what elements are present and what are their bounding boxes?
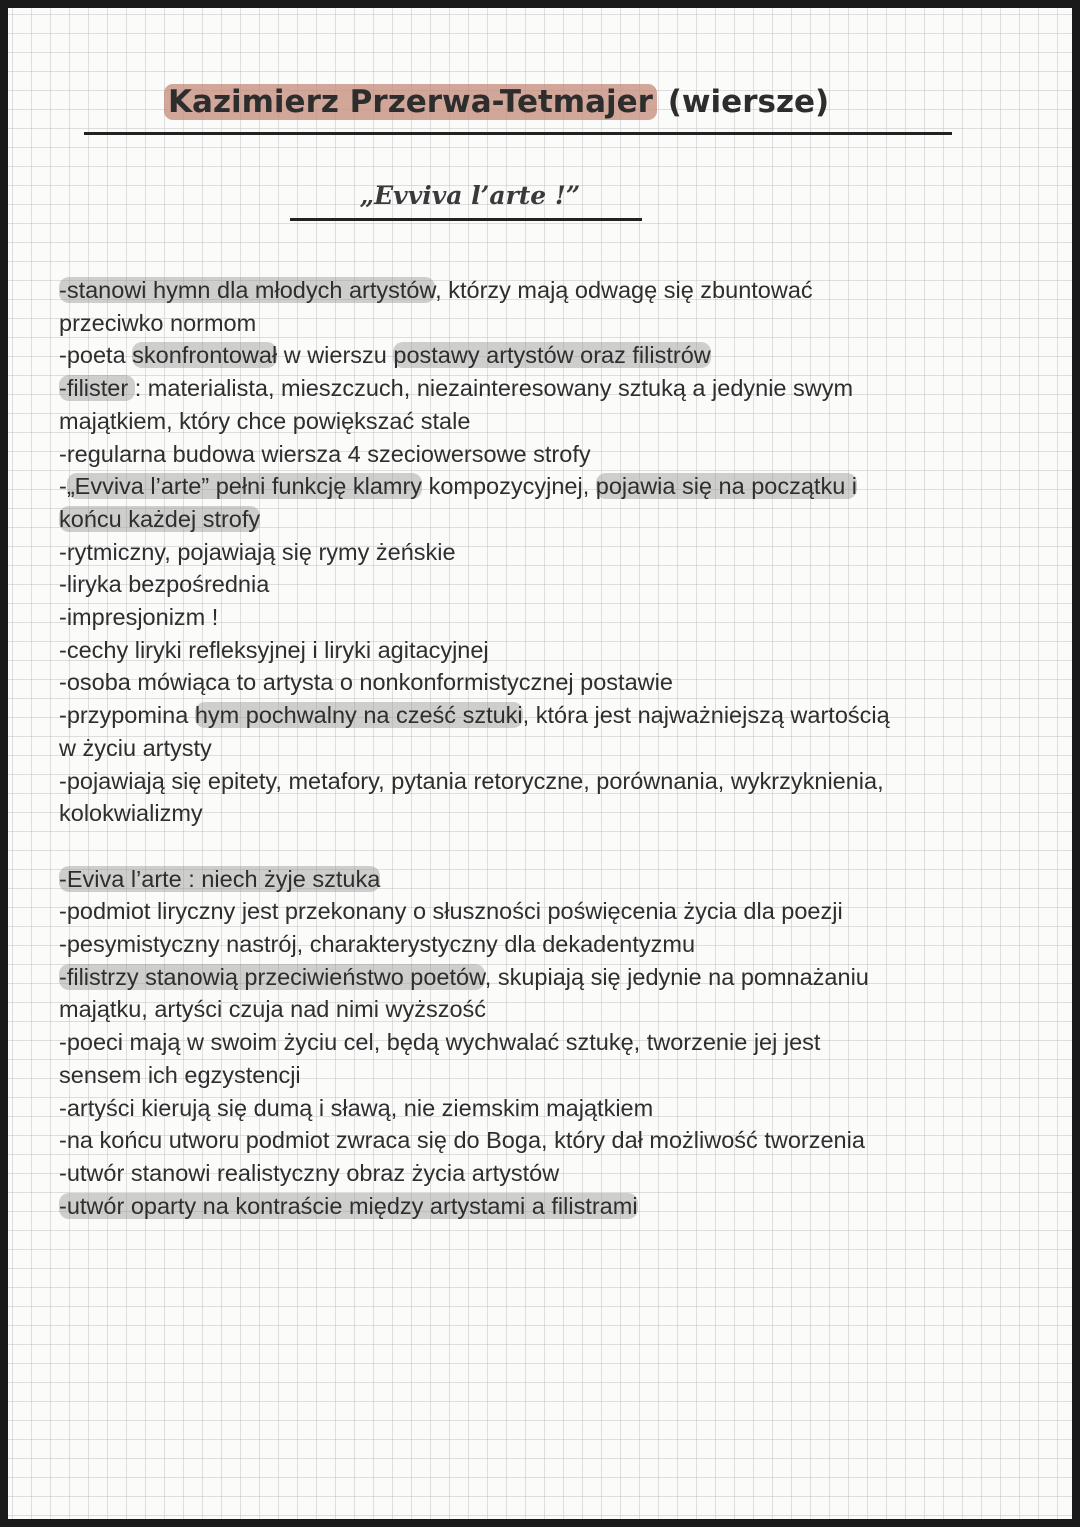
highlighted-text: końcu każdej strofy	[59, 505, 261, 532]
note-line	[59, 503, 1039, 536]
note-text: -utwór stanowi realistyczny obraz życia artystów	[59, 1159, 560, 1186]
note-text: , która jest najważniejszą wartością	[522, 702, 890, 729]
note-text: -poeci mają w swoim życiu cel, będą wychwalać sztukę, tworzenie jej jest	[59, 1029, 821, 1056]
note-line	[59, 1059, 1039, 1092]
note-line	[59, 536, 1039, 569]
note-line	[59, 1157, 1039, 1190]
note-line	[59, 372, 1039, 405]
highlighted-text: -stanowi hymn dla młodych artystów	[59, 277, 436, 303]
notes-section-analysis	[59, 274, 1039, 830]
note-line	[59, 666, 1039, 699]
note-line	[59, 568, 1039, 601]
note-text: -	[59, 473, 67, 500]
note-line	[59, 405, 1039, 438]
title-suffix: (wiersze)	[656, 84, 830, 120]
note-text: przeciwko normom	[59, 309, 257, 336]
note-line	[59, 863, 1039, 896]
note-line	[59, 895, 1039, 928]
note-text: majątkiem, który chce powiększać stale	[59, 407, 471, 434]
note-line	[59, 634, 1039, 667]
note-text: -impresjonizm !	[59, 604, 219, 631]
note-line	[59, 732, 1039, 765]
title-author-highlight: Kazimierz Przerwa-Tetmajer	[164, 84, 657, 120]
title-underline	[84, 132, 952, 135]
poem-title-underline	[290, 218, 642, 221]
note-text: kompozycyjnej,	[422, 473, 596, 500]
note-text: -rytmiczny, pojawiają się rymy żeńskie	[59, 538, 456, 565]
section-spacer	[59, 830, 1039, 863]
note-line	[59, 601, 1039, 634]
notes-body	[59, 274, 1039, 1222]
note-text: kolokwializmy	[59, 800, 203, 827]
highlighted-text: hym pochwalny na cześć sztuki	[194, 702, 523, 729]
note-text: -regularna budowa wiersza 4 szeciowersowe strofy	[59, 440, 591, 467]
note-text: , skupiają się jedynie na pomnażaniu	[484, 963, 869, 990]
poem-title: „Evviva l’arte !”	[359, 181, 581, 210]
note-text: -cechy liryki refleksyjnej i liryki agitacyjnej	[59, 636, 489, 663]
note-line	[59, 1092, 1039, 1125]
note-line	[59, 797, 1039, 830]
note-text: , którzy mają odwagę się zbuntować	[435, 277, 813, 303]
highlighted-text: skonfrontował	[132, 342, 278, 369]
note-text: -osoba mówiąca to artysta o nonkonformistycznej postawie	[59, 669, 673, 696]
note-text: -artyści kierują się dumą i sławą, nie ziemskim majątkiem	[59, 1094, 654, 1121]
note-text: : materialista, mieszczuch, niezainteresowany sztuką a jedynie swym	[134, 375, 854, 402]
note-text: majątku, artyści czuja nad nimi wyższość	[59, 996, 487, 1023]
note-line	[59, 274, 1039, 307]
highlighted-text: postawy artystów oraz filistrów	[393, 342, 711, 369]
note-text: -podmiot liryczny jest przekonany o słuszności poświęcenia życia dla poezji	[59, 898, 843, 925]
highlighted-text: „Evviva l’arte” pełni funkcję klamry	[66, 473, 423, 500]
note-line	[59, 928, 1039, 961]
note-text: -liryka bezpośrednia	[59, 571, 270, 598]
note-text: -na końcu utworu podmiot zwraca się do Boga, który dał możliwość tworzenia	[59, 1127, 865, 1154]
page-title	[164, 82, 1036, 122]
highlighted-text: -filister	[59, 375, 135, 402]
note-line	[59, 339, 1039, 372]
note-line	[59, 470, 1039, 503]
note-text: -przypomina	[59, 702, 195, 729]
note-text: -pojawiają się epitety, metafory, pytania retoryczne, porównania, wykrzyknienia,	[59, 767, 884, 794]
highlighted-text: -filistrzy stanowią przeciwieństwo poetów	[59, 963, 485, 990]
note-text: -poeta	[59, 342, 133, 369]
note-line	[59, 961, 1039, 994]
note-line	[59, 438, 1039, 471]
note-line	[59, 1026, 1039, 1059]
notes-section-interpretation	[59, 863, 1039, 1223]
page-header	[84, 82, 956, 122]
note-line	[59, 1124, 1039, 1157]
note-line	[59, 699, 1039, 732]
note-text: w wierszu	[277, 342, 394, 369]
note-text: sensem ich egzystencji	[59, 1061, 301, 1088]
note-text: w życiu artysty	[59, 734, 212, 761]
note-text: -pesymistyczny nastrój, charakterystyczny dla dekadentyzmu	[59, 931, 696, 958]
note-line	[59, 765, 1039, 798]
note-line	[59, 993, 1039, 1026]
highlighted-text: -utwór oparty na kontraście między artystami a filistrami	[59, 1192, 638, 1219]
notebook-page	[8, 8, 1072, 1519]
highlighted-text: pojawia się na początku i	[595, 473, 858, 500]
highlighted-text: -Eviva l’arte : niech żyje sztuka	[59, 865, 381, 892]
note-line	[59, 307, 1039, 340]
note-line	[59, 1190, 1039, 1223]
